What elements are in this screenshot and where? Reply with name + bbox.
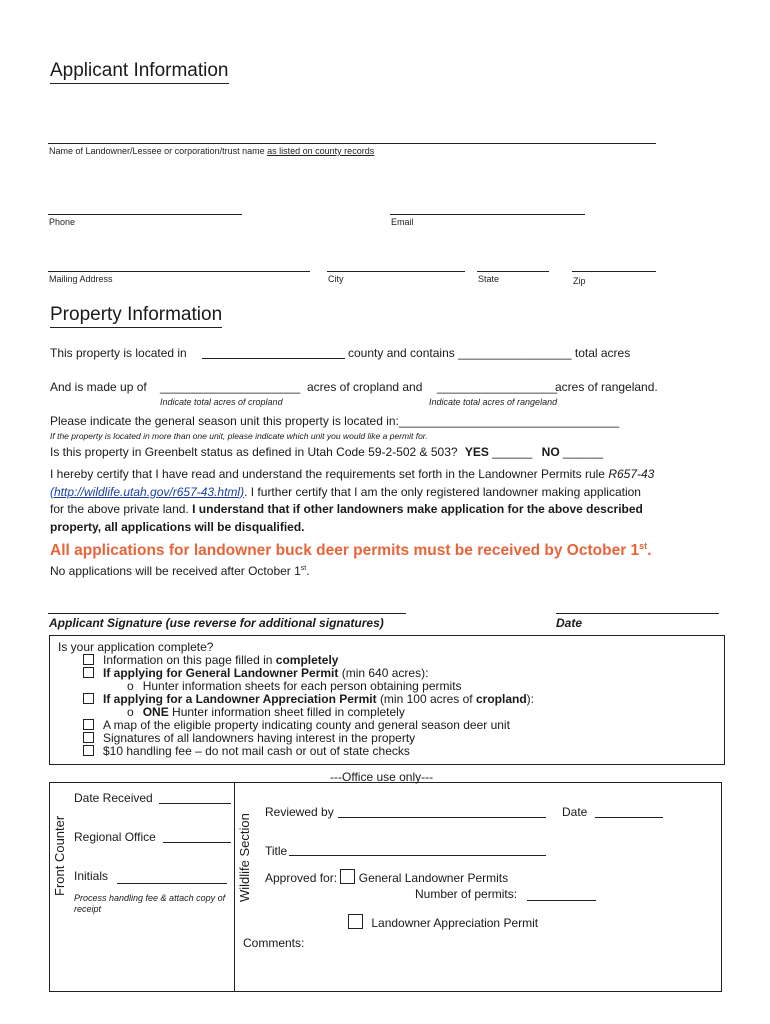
item3-rest: (min 100 acres of [379,692,473,706]
mailing-line[interactable] [48,271,310,272]
general-permits-label: General Landowner Permits [358,871,509,885]
date-received-line[interactable] [159,803,231,804]
hint-rangeland: Indicate total acres of rangeland [429,397,558,407]
certify-paragraph [50,466,720,536]
item1-bold: completely [275,653,339,667]
yes-label: YES [464,445,489,459]
approved-for-label: Approved for: [265,871,338,885]
certify-line4: property, all applications will be disqualified. [50,519,305,534]
item2-bold: If applying for General Landowner Permit [103,666,339,680]
located-in-text: This property is located in [50,346,187,360]
regional-office-line[interactable] [163,842,231,843]
deadline-bold-end: . [647,542,652,560]
deadline-bold [50,541,652,560]
cropland-blank[interactable]: _____________________ [160,380,301,394]
name-line[interactable] [48,143,656,144]
sub2-rest: Hunter information sheet filled in completely [172,705,405,719]
checkbox-6[interactable] [83,745,94,756]
item4-text: A map of the eligible property indicating county and general season deer unit [103,718,510,732]
city-line[interactable] [327,271,465,272]
deadline-bold-text: All applications for landowner buck deer permits must be received by October 1 [50,542,640,560]
phone-line[interactable] [48,214,242,215]
item5-text: Signatures of all landowners having interest in the property [103,731,416,745]
reviewed-by-label: Reviewed by [265,805,334,819]
comments-label: Comments: [243,936,305,950]
rangeland-blank[interactable]: __________________ [437,380,558,394]
name-label-underlined: as listed on county records [267,146,375,156]
certify-after-link: . I further certify that I am the only registered landowner making application [244,484,641,499]
deadline-plain [50,564,310,578]
wildlife-section-label: Wildlife Section [237,813,252,902]
checkbox-1[interactable] [83,654,94,665]
appreciation-label: Landowner Appreciation Permit [371,916,539,930]
front-counter-label: Front Counter [52,815,67,896]
signature-line[interactable] [48,613,406,614]
office-box [49,782,722,992]
email-label: Email [391,217,414,227]
greenbelt-row [50,445,603,459]
mailing-label: Mailing Address [49,274,113,284]
city-label: City [328,274,344,284]
item3-bold: If applying for a Landowner Appreciation Permit [103,692,377,706]
appreciation-row [348,914,538,930]
item1-text: Information on this page filled in [103,653,273,667]
general-permits-checkbox[interactable] [340,869,355,884]
acres-cropland-text: acres of cropland and [307,380,423,394]
certify-line1: I hereby certify that I have read and understand the requirements set forth in the Landowner Permits rule [50,467,605,481]
initials-label: Initials [74,869,109,883]
county-line[interactable] [202,358,345,359]
checklist-item-6 [83,745,410,758]
sub2-bold: ONE [142,705,169,719]
approved-for-row [265,869,508,885]
certify-line3b: I understand that if other landowners make application for the above described [192,502,643,516]
applicant-heading: Applicant Information [50,60,229,84]
signature-date-label: Date [556,616,583,630]
regional-office-label: Regional Office [74,830,156,844]
season-unit-text[interactable]: Please indicate the general season unit this property is located in:_________________________________ [50,414,620,428]
date-received-label: Date Received [74,791,153,805]
email-line[interactable] [390,214,585,215]
checkbox-2[interactable] [83,667,94,678]
item3-bold2: cropland [476,692,527,706]
county-contains-text: county and contains _________________ total acres [348,346,631,360]
deadline-plain-sup: st [300,565,307,572]
office-date-label: Date [562,805,588,819]
state-label: State [478,274,500,284]
initials-line[interactable] [117,883,227,884]
checkbox-3[interactable] [83,693,94,704]
no-label: NO [541,445,560,459]
reviewed-by-line[interactable] [338,817,546,818]
title-label: Title [265,844,288,858]
name-label [49,146,374,156]
appreciation-checkbox[interactable] [348,914,363,929]
season-note: If the property is located in more than one unit, please indicate which unit you would like a permit for. [50,431,428,441]
number-of-permits-line[interactable] [527,900,596,901]
date-line[interactable] [556,613,719,614]
process-note: Process handling fee & attach copy of receipt [74,893,226,914]
office-divider [234,782,235,991]
state-line[interactable] [477,271,549,272]
office-date-line[interactable] [595,817,663,818]
item2-rest: (min 640 acres): [341,666,429,680]
checklist-title: Is your application complete? [58,640,214,654]
sub1-text: Hunter information sheets for each person obtaining permits [142,679,462,693]
sub1-marker: o [127,679,134,693]
sub2-marker: o [127,705,134,719]
office-header: ---Office use only--- [330,770,434,784]
zip-label: Zip [573,276,586,286]
acres-rangeland-text: acres of rangeland. [555,380,658,394]
certify-link[interactable]: (http://wildlife.utah.gov/r657-43.html) [50,484,245,499]
name-label-text: Name of Landowner/Lessee or corporation/trust name [49,146,265,156]
greenbelt-question: Is this property in Greenbelt status as defined in Utah Code 59-2-502 & 503? [50,445,458,459]
certify-line3a: for the above private land. [50,502,189,516]
zip-line[interactable] [572,271,656,272]
yes-blank[interactable]: ______ [492,445,533,459]
title-line[interactable] [289,855,546,856]
item6-text: $10 handling fee – do not mail cash or out of state checks [103,744,410,758]
signature-label: Applicant Signature (use reverse for additional signatures) [49,616,384,630]
phone-label: Phone [49,217,76,227]
deadline-plain-end: . [306,564,310,578]
deadline-bold-sup: st [639,541,648,551]
deadline-plain-text: No applications will be received after October 1 [50,564,301,578]
property-heading: Property Information [50,304,222,328]
checkbox-4[interactable] [83,719,94,730]
item3-end: ): [526,692,535,706]
certify-rule: R657-43 [608,467,655,481]
checkbox-5[interactable] [83,732,94,743]
hint-cropland: Indicate total acres of cropland [160,397,283,407]
no-blank[interactable]: ______ [563,445,604,459]
number-of-permits-label: Number of permits: [415,887,518,901]
made-up-of-text: And is made up of [50,380,147,394]
